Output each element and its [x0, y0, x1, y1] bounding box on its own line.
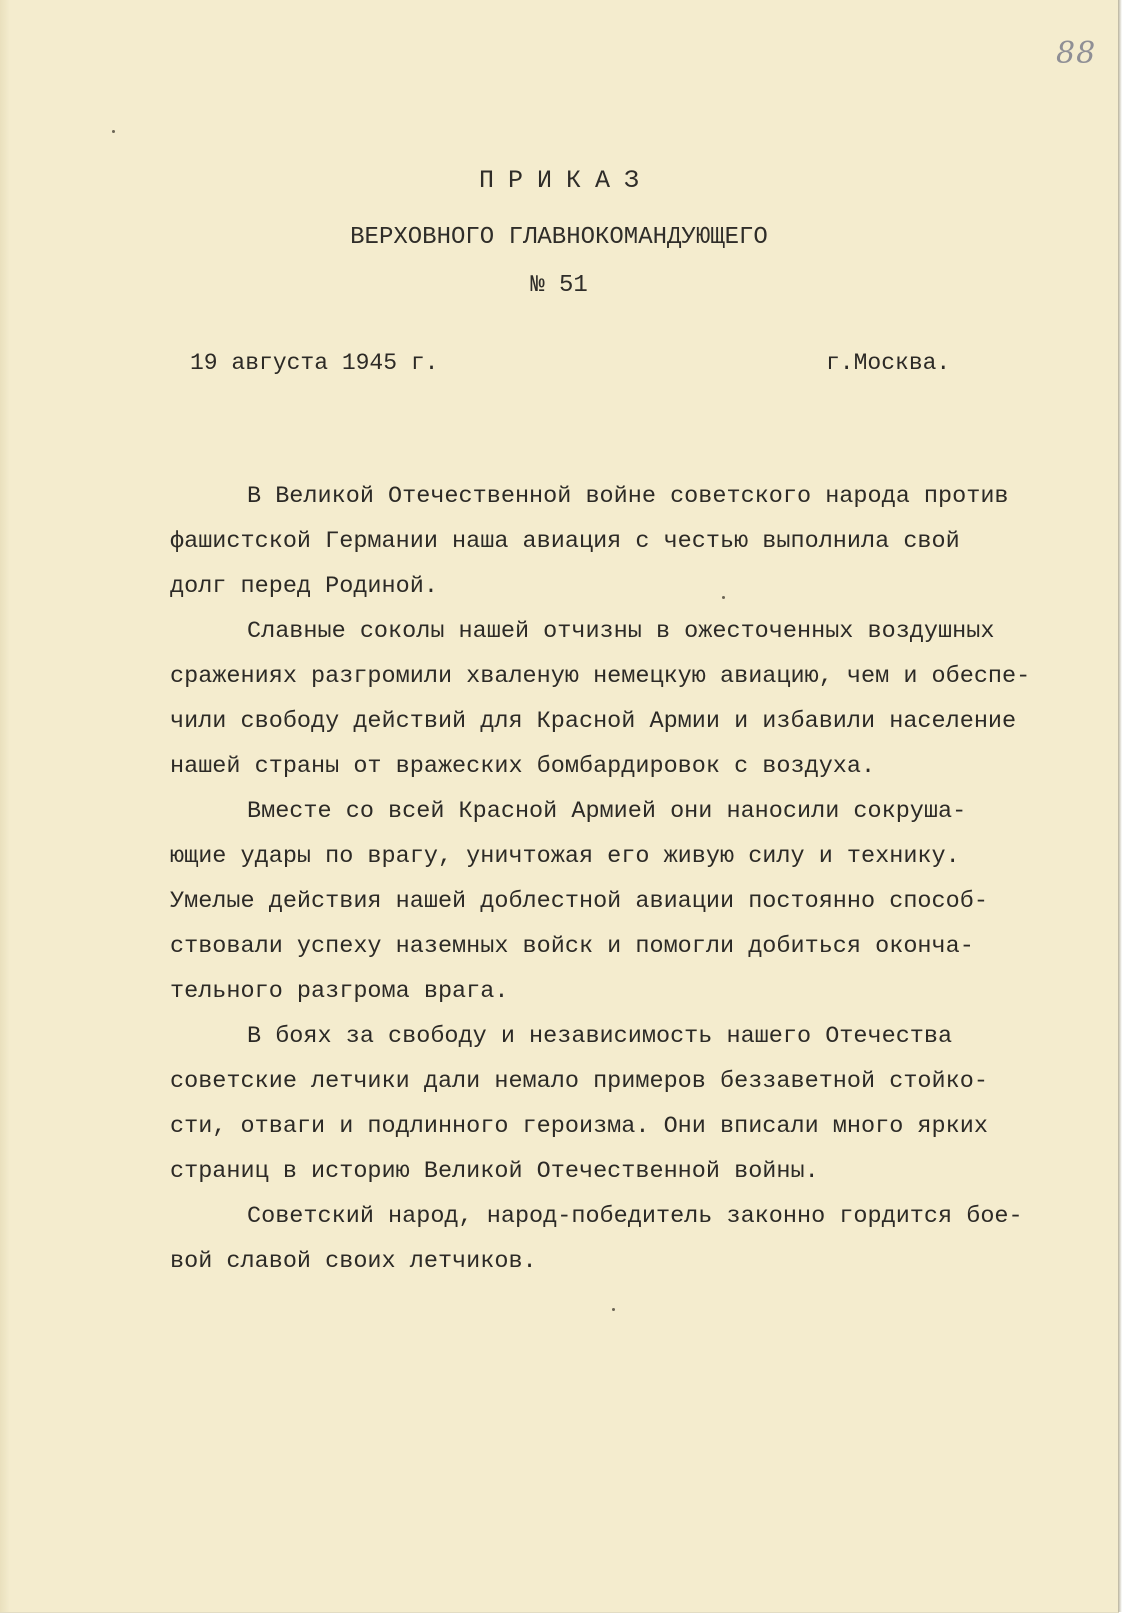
body-line: Умелые действия нашей доблестной авиации постоянно способ- — [170, 888, 988, 915]
body-line: Советский народ, народ-победитель законно гордится бое- — [247, 1203, 1023, 1230]
document-date: 19 августа 1945 г. — [190, 350, 439, 376]
body-line: чили свободу действий для Красной Армии и избавили население — [170, 708, 1017, 735]
folio-number: 88 — [1056, 36, 1097, 71]
page-shadow — [1118, 0, 1122, 1612]
paper-speck — [112, 130, 115, 133]
body-line: ствовали успеху наземных войск и помогли добиться оконча- — [170, 933, 974, 960]
body-line: вой славой своих летчиков. — [170, 1248, 537, 1275]
body-line: нашей страны от вражеских бомбардировок с воздуха. — [170, 753, 876, 780]
body-line: тельного разгрома врага. — [170, 978, 509, 1005]
body-line: фашистской Германии наша авиация с честью выполнила свой — [170, 528, 960, 555]
body-line: В боях за свободу и независимость нашего Отечества — [247, 1023, 953, 1050]
body-line: сти, отваги и подлинного героизма. Они вписали много ярких — [170, 1113, 988, 1140]
body-line: сражениях разгромили хваленую немецкую авиацию, чем и обеспе- — [170, 663, 1031, 690]
paper-speck — [612, 1308, 615, 1311]
body-line: Славные соколы нашей отчизны в ожесточенных воздушных — [247, 618, 995, 645]
heading-issuer: ВЕРХОВНОГО ГЛАВНОКОМАНДУЮЩЕГО — [350, 224, 768, 251]
body-line: советские летчики дали немало примеров беззаветной стойко- — [170, 1068, 988, 1095]
body-line: страниц в историю Великой Отечественной войны. — [170, 1158, 819, 1185]
heading-number: № 51 — [530, 272, 588, 299]
body-line: В Великой Отечественной войне советского народа против — [247, 483, 1009, 510]
body-line: Вместе со всей Красной Армией они наносили сокруша- — [247, 798, 967, 825]
document-place: г.Москва. — [826, 350, 951, 376]
order-body — [170, 474, 1090, 1284]
heading-order: ПРИКАЗ — [478, 166, 653, 195]
body-line: долг перед Родиной. — [170, 573, 438, 600]
paper-speck — [722, 596, 725, 599]
body-line: ющие удары по врагу, уничтожая его живую силу и технику. — [170, 843, 960, 870]
